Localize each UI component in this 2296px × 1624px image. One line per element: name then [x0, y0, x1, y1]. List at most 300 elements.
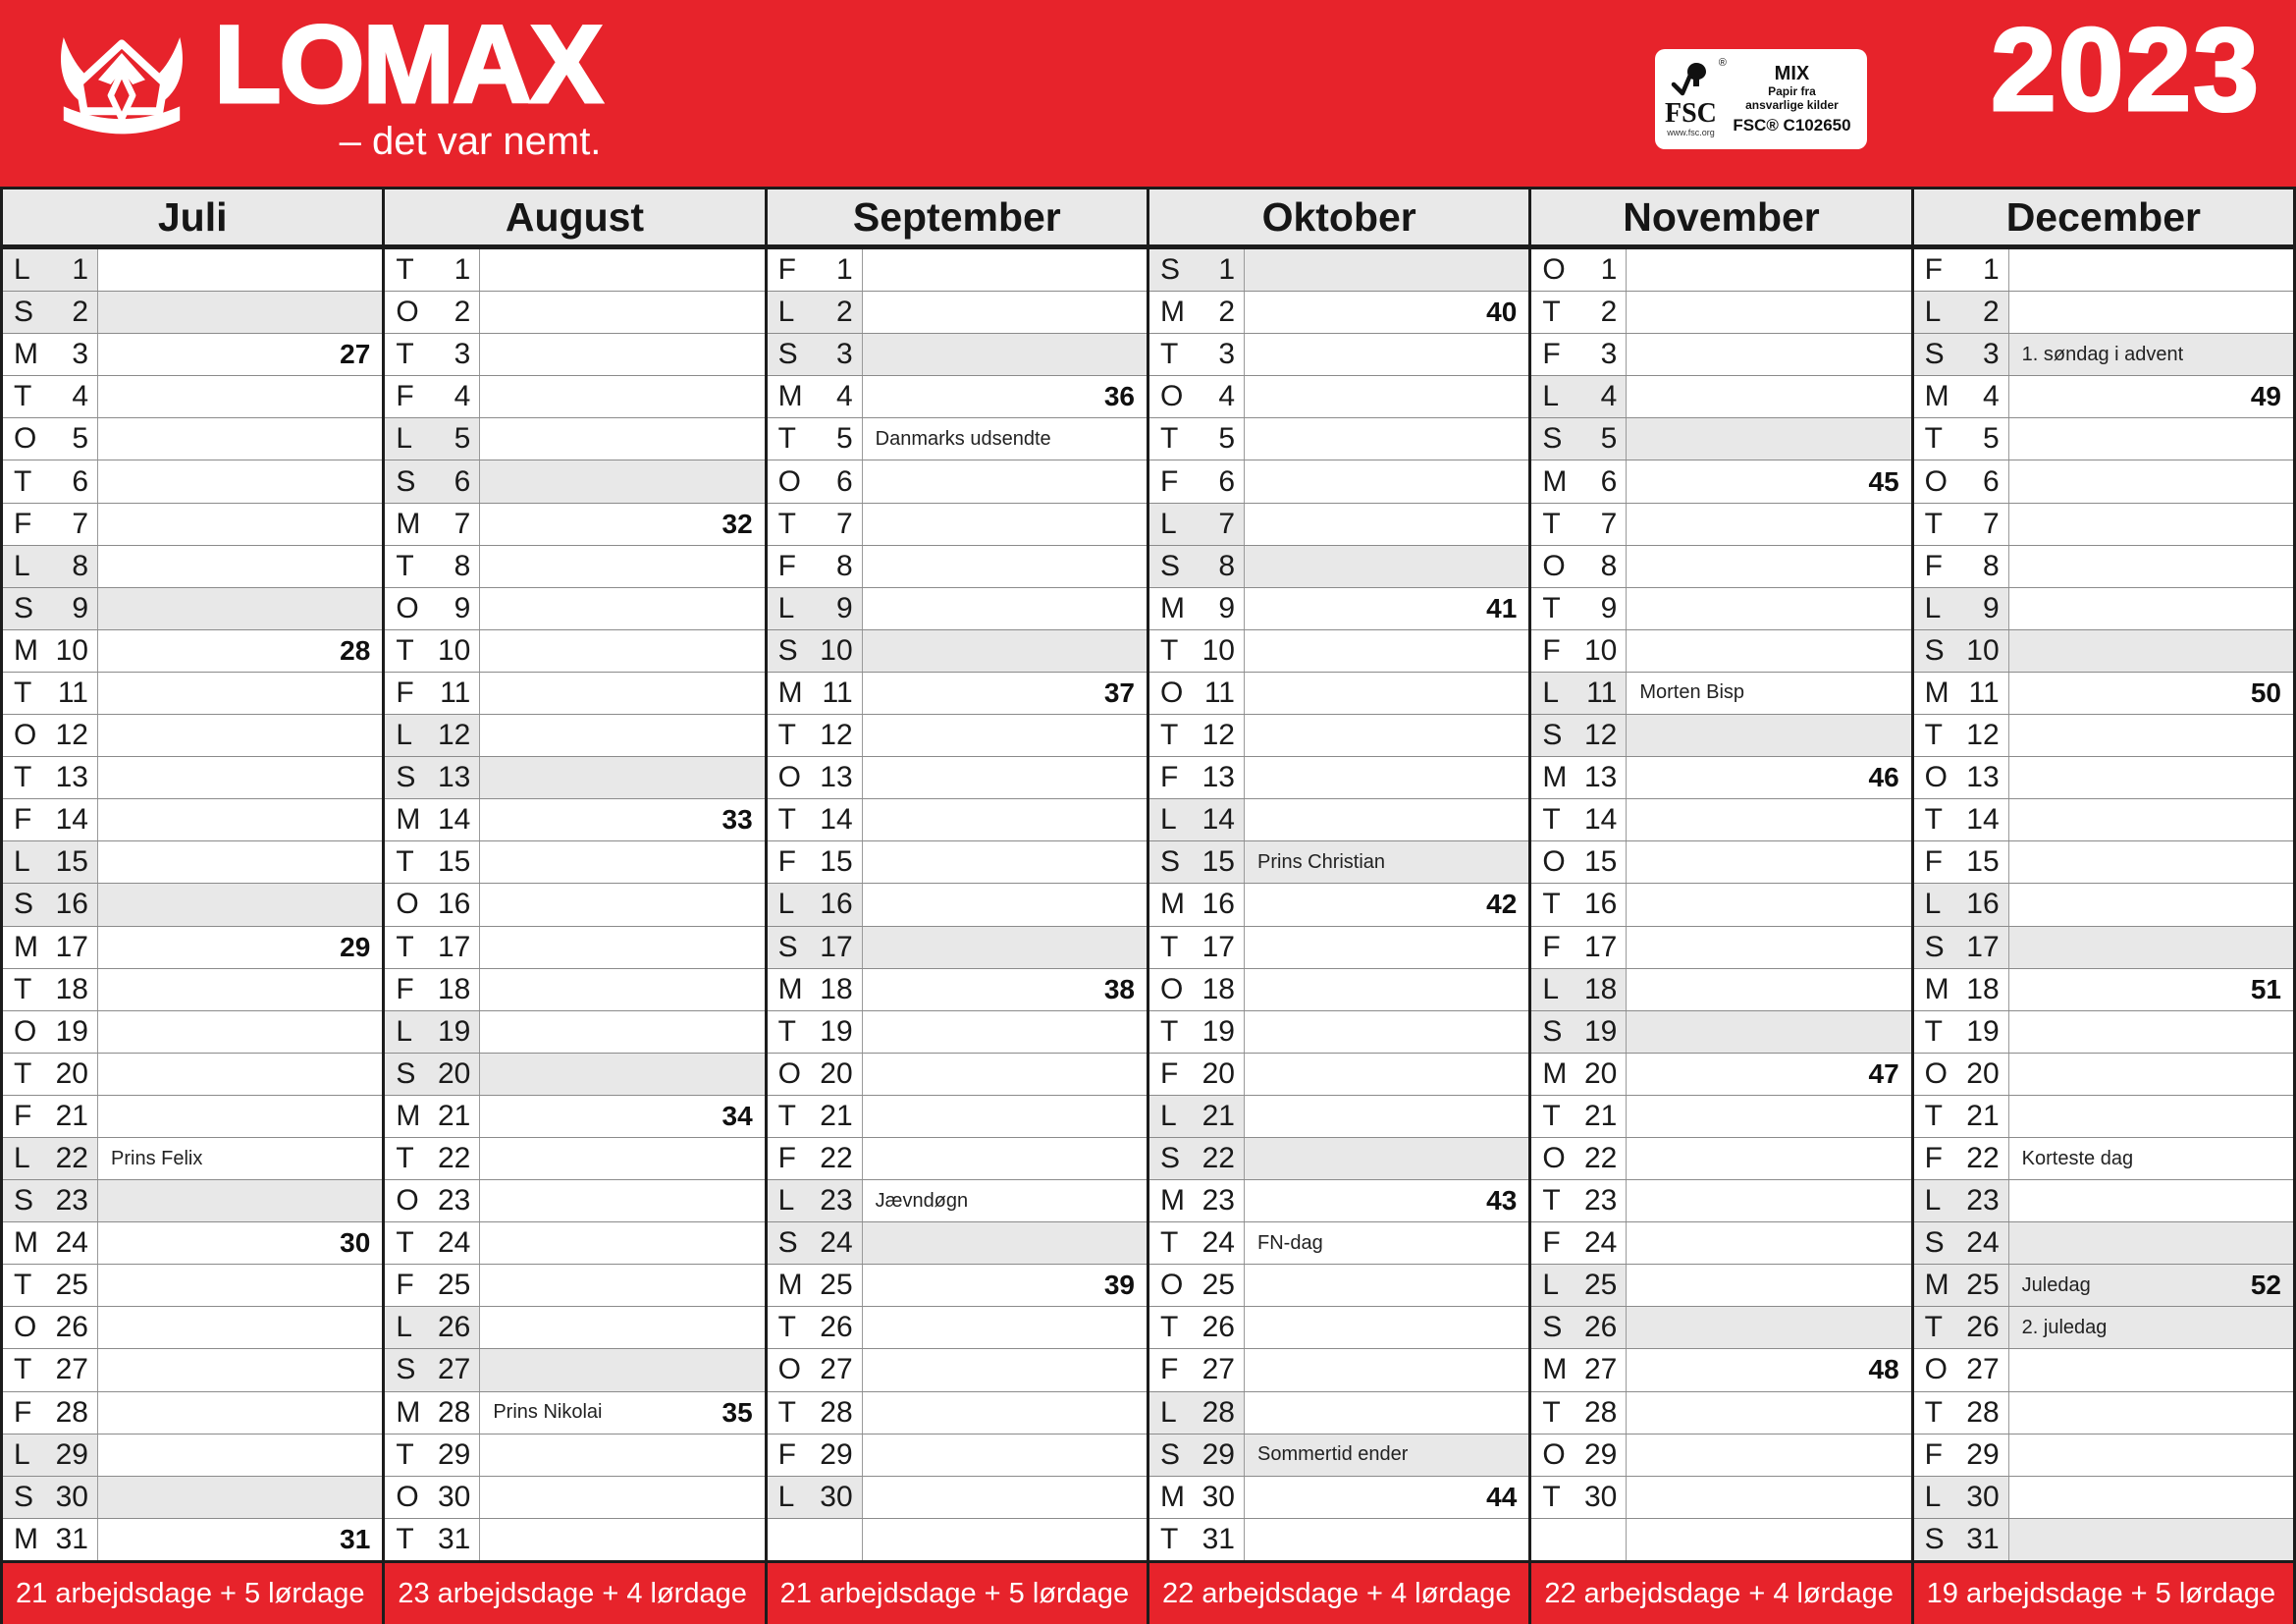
day-number: 14: [1966, 803, 2000, 837]
note-area: [98, 588, 382, 629]
note-area: [2009, 1096, 2293, 1137]
day-letter: L: [14, 1142, 30, 1175]
day-number: 22: [820, 1142, 853, 1175]
day-cell: [385, 841, 480, 883]
day-number: 2: [72, 296, 88, 329]
day-letter: S: [1160, 845, 1181, 879]
day-number: 16: [55, 888, 88, 921]
day-letter: O: [1542, 1142, 1566, 1175]
month-rows: [1531, 249, 1910, 1560]
day-letter: F: [777, 549, 796, 582]
day-row: [1531, 715, 1910, 757]
note-area: [1627, 884, 1910, 925]
day-number: 4: [1982, 380, 2000, 413]
day-number: 5: [1982, 422, 2000, 456]
week-number: 38: [1103, 973, 1135, 1004]
day-letter: T: [396, 253, 414, 287]
day-row: [385, 418, 764, 460]
day-row: [3, 1011, 382, 1054]
fsc-certificate-code: FSC® C102650: [1733, 116, 1851, 135]
note-area: [2009, 841, 2293, 883]
note-area: [1245, 715, 1528, 756]
day-row: [1149, 1477, 1528, 1519]
day-row: [385, 1054, 764, 1096]
note-area: [1245, 1222, 1528, 1264]
day-cell: [768, 799, 863, 840]
note-area: [863, 1011, 1147, 1053]
day-cell: [768, 1054, 863, 1095]
day-row: [1531, 460, 1910, 503]
day-number: 13: [820, 761, 853, 794]
day-number: 12: [437, 719, 471, 752]
day-cell: [1149, 1349, 1245, 1390]
day-row: [1149, 249, 1528, 292]
day-letter: M: [396, 507, 421, 540]
day-number: 6: [835, 464, 853, 498]
note-area: [98, 334, 382, 375]
day-letter: T: [396, 1522, 414, 1555]
note-area: [1245, 249, 1528, 291]
note-area: [1627, 588, 1910, 629]
day-cell: [1149, 841, 1245, 883]
day-letter: M: [777, 380, 803, 413]
day-note: Prins Felix: [111, 1147, 203, 1169]
day-row: [3, 1307, 382, 1349]
day-cell: [1149, 1011, 1245, 1053]
day-letter: M: [1542, 1056, 1568, 1090]
day-row: [1914, 1349, 2293, 1391]
day-letter: F: [396, 676, 414, 709]
day-number: 23: [1966, 1184, 2000, 1218]
day-cell: [1531, 460, 1627, 502]
day-number: 5: [1600, 422, 1618, 456]
month-summary: 21 arbejdsdage + 5 lørdage: [768, 1560, 1147, 1624]
day-row: [3, 418, 382, 460]
day-letter: T: [396, 845, 414, 879]
note-area: [863, 799, 1147, 840]
day-number: 15: [1201, 845, 1235, 879]
day-letter: O: [1542, 549, 1566, 582]
day-letter: L: [14, 549, 30, 582]
day-row: [3, 376, 382, 418]
day-row: [1914, 841, 2293, 884]
note-area: [1627, 799, 1910, 840]
day-letter: S: [1542, 719, 1563, 752]
note-area: [1245, 1180, 1528, 1221]
day-row: [1149, 673, 1528, 715]
day-letter: T: [14, 1269, 32, 1302]
day-cell: [1914, 673, 2009, 714]
day-letter: M: [1160, 296, 1185, 329]
note-area: [98, 249, 382, 291]
day-number: 3: [454, 338, 471, 371]
day-letter: S: [1542, 422, 1563, 456]
day-row: [1149, 799, 1528, 841]
day-cell: [1149, 418, 1245, 460]
day-row: [1531, 292, 1910, 334]
day-row: [1531, 1392, 1910, 1435]
day-cell: [768, 418, 863, 460]
day-row: [1914, 460, 2293, 503]
note-area: [480, 1265, 764, 1306]
day-row: [1531, 1435, 1910, 1477]
day-letter: T: [1542, 803, 1561, 837]
day-row: [3, 292, 382, 334]
day-cell: [1914, 799, 2009, 840]
day-letter: T: [1160, 719, 1179, 752]
fsc-registered-mark: ®: [1718, 57, 1727, 69]
note-area: [98, 1265, 382, 1306]
day-letter: F: [777, 253, 796, 287]
note-area: [2009, 249, 2293, 291]
day-row: [768, 418, 1147, 460]
day-note: Sommertid ender: [1257, 1443, 1409, 1466]
day-row: [1149, 1435, 1528, 1477]
day-cell: [1149, 927, 1245, 968]
day-note: Morten Bisp: [1639, 681, 1745, 704]
day-letter: T: [1924, 803, 1943, 837]
day-letter: S: [1924, 930, 1945, 963]
week-number: 41: [1486, 592, 1518, 623]
note-area: [1627, 1477, 1910, 1518]
day-number: 30: [820, 1480, 853, 1513]
day-letter: M: [1542, 464, 1568, 498]
day-row: [1531, 1265, 1910, 1307]
note-area: [98, 1096, 382, 1137]
day-row: [1914, 249, 2293, 292]
day-letter: O: [1924, 1056, 1948, 1090]
day-number: 25: [820, 1269, 853, 1302]
day-number: 18: [437, 972, 471, 1005]
note-area: [1245, 1265, 1528, 1306]
note-area: [863, 546, 1147, 587]
note-area: [1627, 927, 1910, 968]
day-row: [3, 1477, 382, 1519]
day-letter: M: [777, 972, 803, 1005]
day-letter: S: [396, 1353, 416, 1386]
day-letter: T: [1160, 633, 1179, 667]
day-letter: M: [1924, 972, 1949, 1005]
day-letter: T: [396, 633, 414, 667]
day-row: [3, 757, 382, 799]
day-number: 19: [437, 1014, 471, 1048]
day-row: [3, 715, 382, 757]
day-row: [1914, 884, 2293, 926]
day-number: 14: [820, 803, 853, 837]
note-area: [1245, 1519, 1528, 1560]
day-row: [3, 1054, 382, 1096]
week-number: 30: [340, 1227, 371, 1259]
day-letter: S: [777, 1226, 798, 1260]
note-area: [863, 460, 1147, 502]
note-area: [480, 504, 764, 545]
day-number: 29: [1201, 1437, 1235, 1471]
day-number: 6: [1600, 464, 1618, 498]
day-cell: [1914, 1392, 2009, 1434]
day-letter: T: [396, 549, 414, 582]
day-row: [385, 1180, 764, 1222]
day-cell: [1914, 460, 2009, 502]
day-cell: [1149, 1435, 1245, 1476]
note-area: [480, 841, 764, 883]
day-letter: O: [396, 1480, 419, 1513]
day-row: [385, 799, 764, 841]
note-area: [863, 884, 1147, 925]
day-letter: F: [1542, 1226, 1561, 1260]
day-cell: [3, 927, 98, 968]
day-number: 27: [820, 1353, 853, 1386]
day-letter: L: [777, 591, 795, 624]
day-cell: [768, 630, 863, 672]
month-column-august: [382, 189, 764, 1624]
day-cell: [768, 1307, 863, 1348]
day-cell: [1914, 757, 2009, 798]
note-area: [480, 1392, 764, 1434]
day-number: 14: [437, 803, 471, 837]
day-number: 29: [1583, 1437, 1618, 1471]
day-cell: [768, 334, 863, 375]
day-row: [768, 1096, 1147, 1138]
day-row: [1149, 1349, 1528, 1391]
day-letter: O: [1542, 1437, 1566, 1471]
month-rows: [385, 249, 764, 1560]
day-number: 15: [1966, 845, 2000, 879]
day-note: Juledag: [2021, 1273, 2091, 1296]
note-area: [1245, 504, 1528, 545]
day-number: 2: [1982, 296, 2000, 329]
note-area: [480, 1096, 764, 1137]
day-letter: S: [14, 1184, 34, 1218]
day-letter: S: [1542, 1014, 1563, 1048]
day-row: [3, 884, 382, 926]
week-number: 36: [1103, 381, 1135, 412]
day-row: [3, 1435, 382, 1477]
note-area: [98, 460, 382, 502]
day-cell: [3, 1222, 98, 1264]
day-row: [1149, 1096, 1528, 1138]
calendar-grid: [0, 187, 2296, 1624]
day-number: 7: [454, 507, 471, 540]
month-header: Juli: [3, 189, 382, 249]
day-number: 16: [437, 888, 471, 921]
day-number: 9: [1982, 591, 2000, 624]
day-row: [768, 841, 1147, 884]
day-cell: [1914, 841, 2009, 883]
day-letter: T: [14, 464, 32, 498]
day-number: 4: [72, 380, 88, 413]
day-number: 7: [1600, 507, 1618, 540]
day-number: 27: [1201, 1353, 1235, 1386]
day-number: 22: [437, 1142, 471, 1175]
day-letter: T: [1924, 422, 1943, 456]
day-letter: L: [1924, 591, 1942, 624]
day-letter: T: [14, 676, 32, 709]
day-row: [1531, 799, 1910, 841]
day-number: 17: [1201, 930, 1235, 963]
day-cell: [3, 799, 98, 840]
day-number: 30: [1201, 1480, 1235, 1513]
day-letter: S: [14, 888, 34, 921]
note-area: [1245, 546, 1528, 587]
note-area: [480, 546, 764, 587]
day-cell: [1531, 969, 1627, 1010]
note-area: [2009, 1180, 2293, 1221]
note-area: [2009, 1054, 2293, 1095]
note-area: [1627, 1138, 1910, 1179]
note-area: [98, 1435, 382, 1476]
day-number: 18: [820, 972, 853, 1005]
note-area: [2009, 1519, 2293, 1560]
day-row: [1149, 715, 1528, 757]
day-cell: [768, 715, 863, 756]
note-area: [98, 884, 382, 925]
day-number: 26: [1201, 1311, 1235, 1344]
note-area: [98, 1349, 382, 1390]
day-letter: M: [14, 338, 38, 371]
note-area: [2009, 1392, 2293, 1434]
day-cell: [1914, 969, 2009, 1010]
day-cell: [3, 376, 98, 417]
day-number: 25: [55, 1269, 88, 1302]
day-cell: [1531, 1096, 1627, 1137]
day-number: 16: [820, 888, 853, 921]
day-number: 16: [1583, 888, 1618, 921]
day-number: 31: [1201, 1522, 1235, 1555]
day-cell: [1149, 249, 1245, 291]
day-cell: [1149, 1138, 1245, 1179]
day-letter: F: [1160, 1353, 1179, 1386]
day-letter: S: [1924, 338, 1945, 371]
day-letter: S: [14, 296, 34, 329]
day-letter: F: [777, 1437, 796, 1471]
day-letter: O: [1160, 1269, 1184, 1302]
day-row: [768, 1265, 1147, 1307]
note-area: [1245, 1096, 1528, 1137]
day-row: [1531, 884, 1910, 926]
day-number: 2: [454, 296, 471, 329]
day-number: 31: [55, 1522, 88, 1555]
day-number: 13: [1201, 761, 1235, 794]
day-cell: [385, 1392, 480, 1434]
day-row: [3, 1222, 382, 1265]
month-column-november: [1528, 189, 1910, 1624]
month-summary: 19 arbejdsdage + 5 lørdage: [1914, 1560, 2293, 1624]
day-letter: L: [1160, 803, 1177, 837]
day-row: [768, 1011, 1147, 1054]
day-cell: [385, 673, 480, 714]
day-cell: [768, 969, 863, 1010]
day-row: [1531, 376, 1910, 418]
note-area: [1627, 1096, 1910, 1137]
day-cell: [385, 1349, 480, 1390]
day-cell: [385, 1180, 480, 1221]
day-number: 4: [454, 380, 471, 413]
note-area: [1627, 1349, 1910, 1390]
day-number: 27: [437, 1353, 471, 1386]
note-area: [863, 1138, 1147, 1179]
day-row: [385, 588, 764, 630]
day-number: 29: [55, 1437, 88, 1471]
day-letter: L: [396, 1311, 413, 1344]
day-cell: [3, 1054, 98, 1095]
day-row: [385, 504, 764, 546]
day-letter: L: [1924, 1480, 1942, 1513]
day-cell: [1914, 884, 2009, 925]
day-number: 1: [72, 253, 88, 287]
day-row: [1149, 1307, 1528, 1349]
day-letter: L: [1924, 888, 1942, 921]
day-letter: M: [396, 1099, 421, 1132]
day-row: [1914, 1265, 2293, 1307]
day-row: [1914, 376, 2293, 418]
day-letter: M: [777, 1269, 803, 1302]
note-area: [480, 1349, 764, 1390]
day-number: 30: [1583, 1480, 1618, 1513]
note-area: [480, 1138, 764, 1179]
day-cell: [3, 588, 98, 629]
day-row: [3, 1138, 382, 1180]
note-area: [1627, 1180, 1910, 1221]
day-cell: [385, 334, 480, 375]
note-area: [863, 334, 1147, 375]
day-row: [1914, 715, 2293, 757]
week-number: 28: [340, 634, 371, 666]
day-letter: M: [396, 803, 421, 837]
day-row: [1914, 334, 2293, 376]
day-letter: T: [1542, 1099, 1561, 1132]
note-area: [480, 757, 764, 798]
day-letter: F: [1924, 1142, 1943, 1175]
day-number: 21: [820, 1099, 853, 1132]
day-number: 20: [437, 1056, 471, 1090]
day-cell: [385, 1138, 480, 1179]
day-number: 1: [454, 253, 471, 287]
day-letter: F: [1924, 253, 1943, 287]
day-row: [1149, 292, 1528, 334]
day-number: 8: [454, 549, 471, 582]
note-area: [1245, 1435, 1528, 1476]
day-cell: [385, 630, 480, 672]
day-letter: T: [1160, 338, 1179, 371]
day-cell: [1531, 841, 1627, 883]
note-area: [2009, 630, 2293, 672]
day-letter: L: [1924, 1184, 1942, 1218]
note-area: [480, 1307, 764, 1348]
day-cell: [1914, 418, 2009, 460]
day-cell: [1149, 1180, 1245, 1221]
day-cell: [1914, 546, 2009, 587]
day-number: 26: [55, 1311, 88, 1344]
day-note: Prins Nikolai: [493, 1401, 603, 1424]
day-number: 27: [1966, 1353, 2000, 1386]
day-number: 22: [1583, 1142, 1618, 1175]
fsc-desc-line1: Papir fra: [1768, 83, 1816, 98]
note-area: [863, 1180, 1147, 1221]
day-cell: [385, 799, 480, 840]
day-letter: T: [1924, 507, 1943, 540]
day-number: 25: [1583, 1269, 1618, 1302]
day-row: [3, 334, 382, 376]
day-letter: F: [14, 803, 32, 837]
day-cell: [1531, 249, 1627, 291]
day-row: [768, 715, 1147, 757]
day-row: [3, 799, 382, 841]
note-area: [98, 418, 382, 460]
day-number: 2: [835, 296, 853, 329]
day-letter: T: [1924, 719, 1943, 752]
day-row: [3, 1392, 382, 1435]
day-letter: M: [14, 1226, 38, 1260]
